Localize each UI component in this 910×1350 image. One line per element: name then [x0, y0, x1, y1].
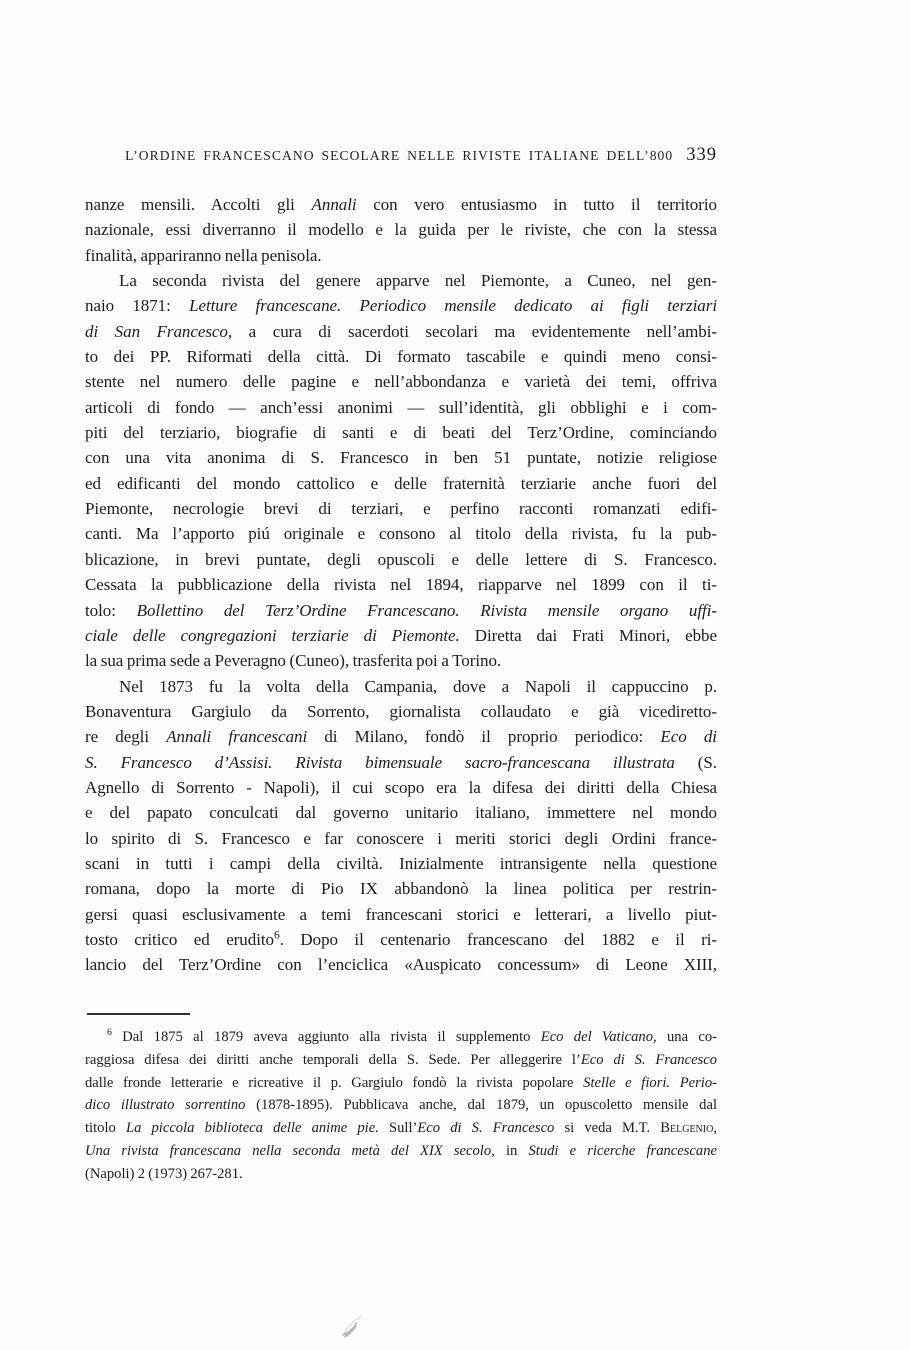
text-segment: S. Francesco d’Assisi. Rivista bimensuale sacro-francescana illustrata	[85, 752, 675, 772]
text-line	[85, 445, 717, 470]
text-line	[85, 1140, 717, 1163]
text-line	[85, 420, 717, 445]
footnote-text	[85, 1026, 717, 1186]
text-segment: Letture francescane. Periodico mensile dedicato ai figli terziari	[189, 296, 717, 316]
text-segment: con una vita anonima di S. Francesco in ben 51 puntate, notizie religiose	[85, 448, 717, 468]
text-line	[85, 902, 717, 927]
text-line	[85, 572, 717, 597]
text-segment: Belgenio	[660, 1120, 714, 1137]
text-segment: 6	[107, 1027, 112, 1039]
ink-smudge	[336, 1308, 370, 1342]
text-segment: di San Francesco,	[85, 321, 233, 341]
text-line	[85, 293, 717, 318]
text-segment: Bollettino del Terz’Ordine Francescano. Rivista mensile organo uffi-	[136, 600, 717, 620]
text-segment: ed edificanti del mondo cattolico e delle fraternità terziarie anche fuori del	[85, 473, 717, 493]
text-line	[85, 699, 717, 724]
text-segment: Eco di S. Francesco	[580, 1051, 718, 1068]
text-segment: romana, dopo la morte di Pio IX abbandonò la linea politica per restrin-	[85, 879, 717, 899]
text-line	[85, 217, 717, 242]
text-segment: si veda M.T.	[554, 1120, 661, 1137]
text-segment: Eco di S. Francesco	[417, 1120, 555, 1137]
body-text	[85, 192, 717, 978]
text-line	[85, 547, 717, 572]
text-line	[85, 243, 717, 268]
text-segment: ciale delle congregazioni terziarie di Piemonte.	[85, 625, 460, 645]
text-segment: Eco di	[660, 727, 717, 747]
text-segment: . Dopo il centenario francescano del 1882 e il ri-	[279, 929, 717, 949]
text-segment: piti del terziario, biografie di santi e di beati del Terz’Ordine, cominciando	[85, 423, 717, 443]
text-segment: con vero entusiasmo in tutto il territorio	[356, 195, 717, 214]
text-segment: tosto critico ed erudito	[85, 929, 274, 949]
text-line	[85, 598, 717, 623]
text-line	[85, 1117, 717, 1140]
text-line	[85, 395, 717, 420]
text-segment: titolo	[85, 1120, 126, 1137]
text-segment: tolo:	[85, 600, 137, 620]
text-line	[85, 876, 717, 901]
text-segment: Piemonte, necrologie brevi di terziari, e perfino racconti romanzati edifi-	[85, 499, 717, 519]
text-segment: gersi quasi esclusivamente a temi francescani storici e letterari, a livello piut-	[85, 904, 717, 924]
text-segment: Diretta dai Frati Minori, ebbe	[459, 625, 717, 645]
text-segment: la sua prima sede a Peveragno (Cuneo), trasferita poi a Torino.	[85, 651, 502, 671]
text-line	[85, 648, 717, 673]
text-segment: nazionale, essi diverranno il modello e la guida per le riviste, che con la stessa	[85, 220, 717, 240]
text-segment: Nel 1873 fu la volta della Campania, dove a Napoli il cappuccino p.	[119, 676, 717, 696]
text-segment: naio 1871:	[85, 296, 190, 316]
text-segment: Agnello di Sorrento - Napoli), il cui scopo era la difesa dei diritti della Chiesa	[85, 777, 717, 797]
text-segment: lancio del Terz’Ordine con l’enciclica «Auspicato concessum» di Leone XIII,	[85, 955, 717, 975]
text-line	[85, 623, 717, 648]
text-segment: (1878-1895). Pubblicava anche, dal 1879, un opuscoletto mensile dal	[245, 1097, 718, 1114]
text-segment: lo spirito di S. Francesco e far conoscere i meriti storici degli Ordini france-	[85, 828, 717, 848]
text-segment: raggiosa difesa dei diritti anche temporali della S. Sede. Per alleggerire l’	[85, 1051, 581, 1068]
text-segment: to dei PP. Riformati della città. Di formato tascabile e quindi meno consi-	[85, 347, 717, 367]
text-segment: nanze mensili. Accolti gli	[85, 195, 312, 214]
text-segment: dico illustrato sorrentino	[85, 1097, 246, 1114]
text-line	[85, 496, 717, 521]
footnote-rule	[87, 1013, 190, 1015]
text-line	[85, 192, 717, 217]
running-header	[85, 145, 717, 166]
text-line	[85, 1072, 717, 1095]
text-line	[85, 724, 717, 749]
text-line	[85, 1049, 717, 1072]
text-segment: e del papato conculcati dal governo unitario italiano, immettere nel mondo	[85, 803, 717, 823]
text-line	[85, 369, 717, 394]
text-line	[85, 521, 717, 546]
text-segment: dalle fronde letterarie e ricreative il p. Gargiulo fondò la rivista popolare	[85, 1074, 584, 1091]
text-segment: a cura di sacerdoti secolari ma evidentemente nell’ambi-	[232, 321, 717, 341]
text-segment: in	[494, 1142, 529, 1159]
text-segment: canti. Ma l’apporto piú originale e consono al titolo della rivista, fu la pub-	[85, 524, 717, 544]
text-line	[85, 750, 717, 775]
text-segment: finalità, appariranno nella penisola.	[85, 245, 322, 265]
text-line	[85, 471, 717, 496]
text-line	[85, 800, 717, 825]
text-segment: Stelle e fiori. Perio-	[583, 1074, 717, 1091]
text-segment: stente nel numero delle pagine e nell’abbondanza e varietà dei temi, offriva	[85, 372, 717, 392]
text-line	[85, 775, 717, 800]
text-line	[85, 319, 717, 344]
text-segment: (S.	[674, 752, 717, 772]
text-line	[85, 851, 717, 876]
text-segment: Eco del Vaticano,	[540, 1029, 657, 1045]
text-segment: La piccola biblioteca delle anime pie.	[125, 1120, 379, 1137]
text-segment: 6	[274, 928, 280, 942]
text-segment: Cessata la pubblicazione della rivista nel 1894, riapparve nel 1899 con il ti-	[85, 575, 717, 595]
text-segment: (Napoli) 2 (1973) 267-281.	[85, 1165, 243, 1182]
text-line	[85, 1026, 717, 1049]
text-segment: La seconda rivista del genere apparve nel Piemonte, a Cuneo, nel gen-	[119, 271, 717, 291]
text-segment: Annali francescani	[166, 727, 308, 747]
text-line	[85, 268, 717, 293]
text-segment: Una rivista francescana nella seconda metà del XIX secolo,	[85, 1142, 495, 1159]
text-line	[85, 826, 717, 851]
text-line	[85, 674, 717, 699]
text-segment: di Milano, fondò il proprio periodico:	[307, 727, 661, 747]
running-header-title: L’ORDINE FRANCESCANO SECOLARE NELLE RIVISTE ITALIANE DELL’800	[125, 148, 674, 163]
text-line	[85, 1094, 717, 1117]
text-segment: Dal 1875 al 1879 aveva aggiunto alla rivista il supplemento	[111, 1029, 541, 1045]
page-number: 339	[686, 145, 717, 165]
text-line	[85, 1163, 717, 1186]
text-segment: re degli	[85, 727, 167, 747]
text-segment: ,	[713, 1120, 717, 1137]
text-segment: Bonaventura Gargiulo da Sorrento, giornalista collaudato e già vicediretto-	[85, 701, 717, 721]
text-segment: Annali	[311, 195, 357, 214]
text-segment: Studi e ricerche francescane	[528, 1142, 717, 1159]
text-segment: Sull’	[378, 1120, 418, 1137]
text-line	[85, 952, 717, 977]
text-line	[85, 344, 717, 369]
text-segment: articoli di fondo — anch’essi anonimi — sull’identità, gli obblighi e i com-	[85, 397, 717, 417]
text-segment: blicazione, in brevi puntate, degli opuscoli e delle lettere di S. Francesco.	[85, 549, 717, 569]
text-segment: scani in tutti i campi della civiltà. Inizialmente intransigente nella questione	[85, 853, 717, 873]
text-line	[85, 927, 717, 952]
text-segment: una co-	[656, 1029, 718, 1045]
